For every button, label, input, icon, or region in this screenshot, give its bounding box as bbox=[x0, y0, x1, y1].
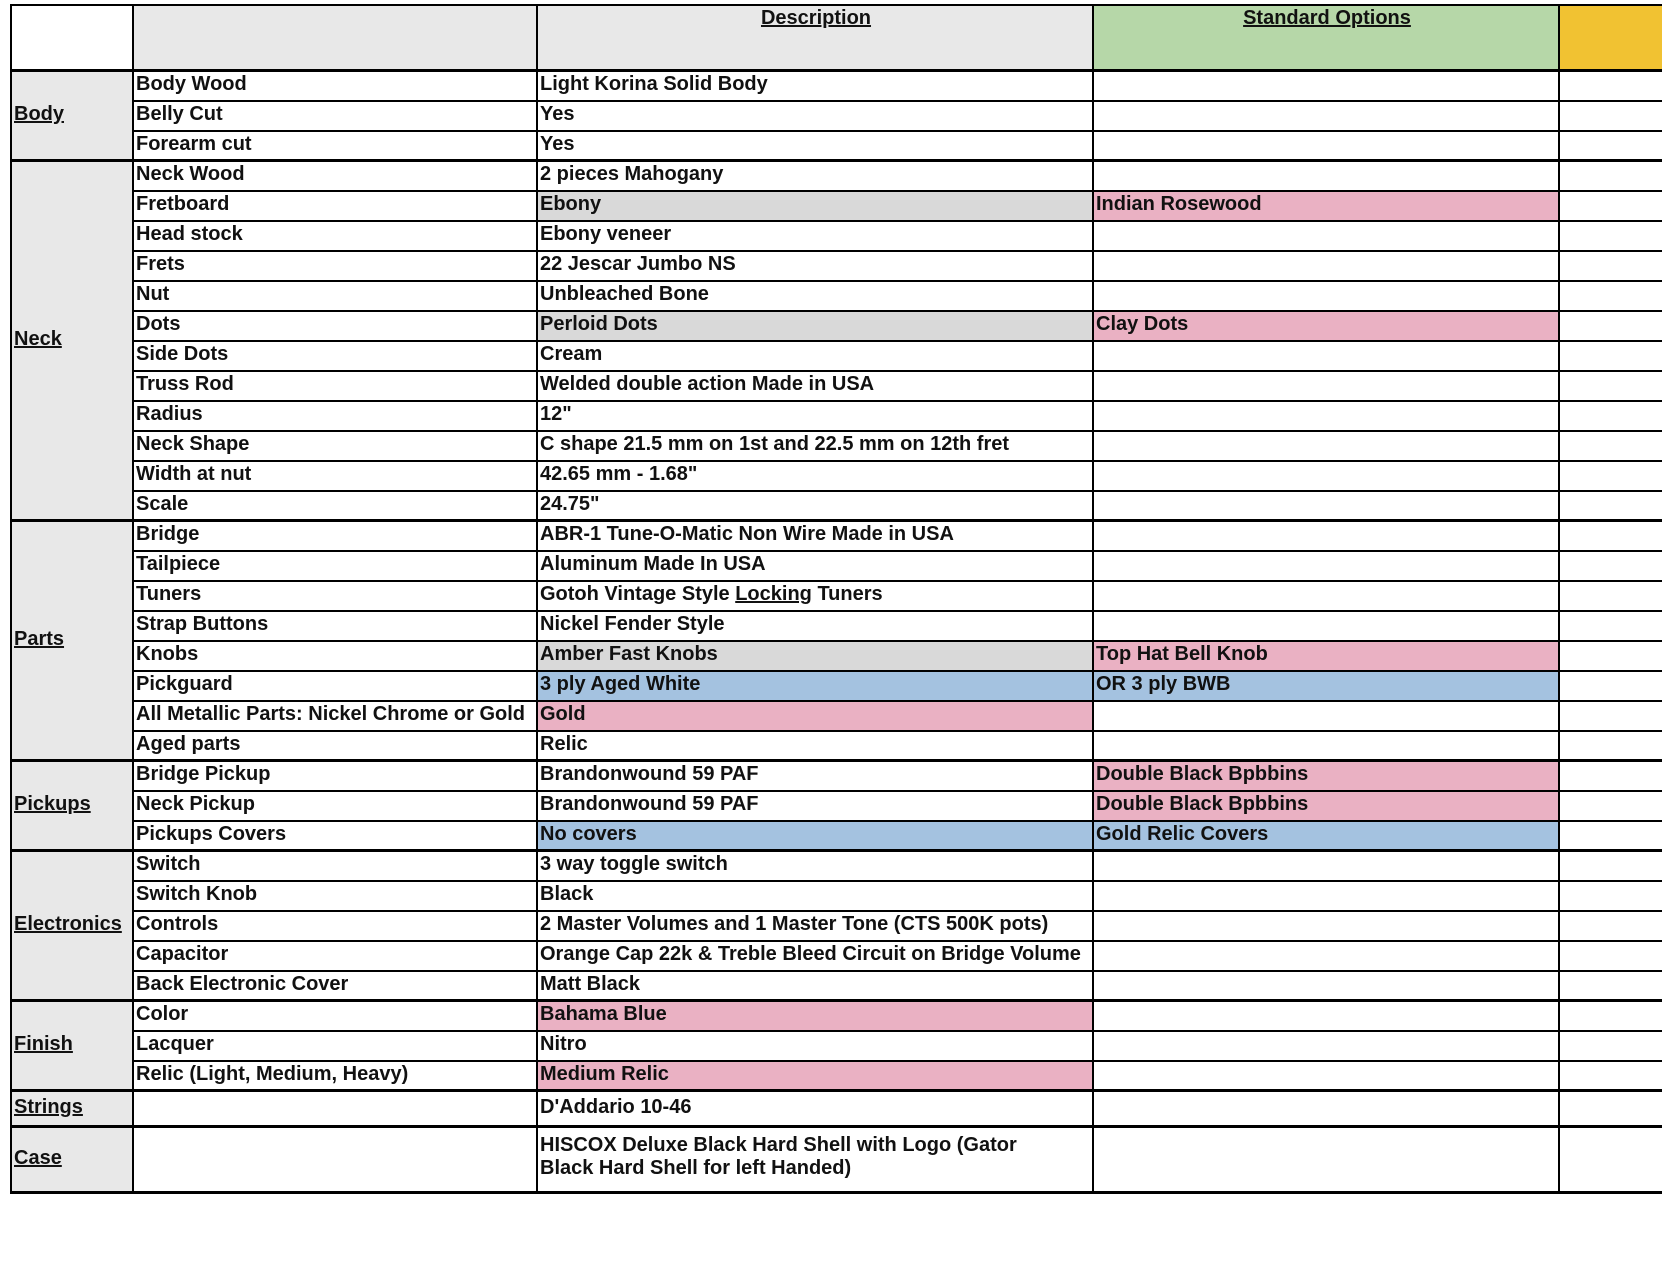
group-label-case[interactable]: Case bbox=[14, 1147, 62, 1169]
group-label-neck[interactable]: Neck bbox=[14, 328, 62, 350]
spec-description-cell[interactable]: Unbleached Bone bbox=[540, 283, 709, 305]
row-line bbox=[132, 700, 1662, 702]
row-line bbox=[132, 400, 1662, 402]
spec-description-cell[interactable]: Yes bbox=[540, 103, 575, 125]
spec-description-cell[interactable]: D'Addario 10-46 bbox=[540, 1096, 692, 1118]
spec-description-cell[interactable]: Brandonwound 59 PAF bbox=[540, 763, 759, 785]
spec-description-cell[interactable]: 24.75" bbox=[540, 493, 600, 515]
spec-option-cell[interactable]: OR 3 ply BWB bbox=[1096, 673, 1231, 695]
spec-name-cell[interactable]: Bridge Pickup bbox=[136, 763, 271, 785]
spec-description-cell[interactable]: Relic bbox=[540, 733, 588, 755]
col-line bbox=[1558, 4, 1560, 1194]
spec-name-cell[interactable]: All Metallic Parts: Nickel Chrome or Gold bbox=[136, 703, 525, 725]
group-label-electronics[interactable]: Electronics bbox=[14, 913, 122, 935]
spec-name-cell[interactable]: Neck Shape bbox=[136, 433, 250, 455]
spec-description-cell[interactable]: 42.65 mm - 1.68" bbox=[540, 463, 698, 485]
spec-description-cell[interactable]: Matt Black bbox=[540, 973, 641, 995]
row-line bbox=[132, 640, 1662, 642]
spec-description-cell[interactable]: Medium Relic bbox=[540, 1063, 669, 1085]
spec-name-cell[interactable]: Tuners bbox=[136, 583, 202, 605]
spec-description-cell[interactable]: 2 Master Volumes and 1 Master Tone (CTS 500K pots) bbox=[540, 913, 1049, 935]
group-label-parts[interactable]: Parts bbox=[14, 628, 65, 650]
group-divider bbox=[10, 1125, 1662, 1128]
spec-description-cell[interactable]: Ebony bbox=[540, 193, 602, 215]
spec-option-cell[interactable] bbox=[1092, 1090, 1558, 1126]
col-line bbox=[1092, 4, 1094, 1194]
spec-description-cell[interactable]: Amber Fast Knobs bbox=[540, 643, 718, 665]
spec-description-cell[interactable]: Nitro bbox=[540, 1033, 587, 1055]
spec-option-cell[interactable] bbox=[1092, 160, 1558, 190]
spec-name-cell[interactable]: Pickguard bbox=[136, 673, 233, 695]
spec-name-cell[interactable]: Truss Rod bbox=[136, 373, 234, 395]
spec-description-cell[interactable]: 22 Jescar Jumbo NS bbox=[540, 253, 736, 275]
spec-name-cell[interactable]: Bridge bbox=[136, 523, 200, 545]
spec-description-cell[interactable] bbox=[536, 580, 1092, 610]
spec-description-cell[interactable]: C shape 21.5 mm on 1st and 22.5 mm on 12th fret bbox=[540, 433, 1010, 455]
row-line bbox=[132, 460, 1662, 462]
spec-option-cell[interactable] bbox=[1092, 1060, 1558, 1090]
spec-name-cell[interactable]: Width at nut bbox=[136, 463, 252, 485]
group-divider bbox=[10, 759, 1662, 762]
spec-option-cell[interactable] bbox=[1092, 700, 1558, 730]
spec-description-cell[interactable]: Bahama Blue bbox=[540, 1003, 667, 1025]
spec-description-cell[interactable]: HISCOX Deluxe Black Hard Shell with Logo (Gator Black Hard Shell for left Handed) bbox=[540, 1134, 1017, 1179]
spec-option-cell[interactable] bbox=[1092, 940, 1558, 970]
description-text: Gotoh Vintage Style bbox=[540, 583, 736, 605]
spec-name-cell[interactable]: Lacquer bbox=[136, 1033, 214, 1055]
spec-sheet-table bbox=[10, 4, 1662, 1196]
spec-option-cell[interactable]: Gold Relic Covers bbox=[1096, 823, 1269, 845]
spec-name-cell[interactable]: Radius bbox=[136, 403, 203, 425]
spec-name-cell[interactable]: Neck Pickup bbox=[136, 793, 255, 815]
spec-name-cell[interactable]: Belly Cut bbox=[136, 103, 223, 125]
spec-option-cell[interactable] bbox=[1092, 610, 1558, 640]
spec-description-cell[interactable]: 2 pieces Mahogany bbox=[540, 163, 724, 185]
group-divider bbox=[10, 1089, 1662, 1092]
spec-option-cell[interactable] bbox=[1092, 220, 1558, 250]
group-label-finish[interactable]: Finish bbox=[14, 1033, 73, 1055]
spec-description-cell[interactable]: Orange Cap 22k & Treble Bleed Circuit on Bridge Volume bbox=[540, 943, 1081, 965]
standard-options-header[interactable]: Standard Options bbox=[1243, 7, 1411, 29]
description-header[interactable]: Description bbox=[760, 7, 872, 29]
group-divider bbox=[10, 849, 1662, 852]
spec-name-cell[interactable]: Nut bbox=[136, 283, 170, 305]
row-line bbox=[132, 1030, 1662, 1032]
spec-description-cell[interactable]: 3 way toggle switch bbox=[540, 853, 728, 875]
spec-option-cell[interactable] bbox=[1092, 1126, 1558, 1192]
group-label-body[interactable]: Body bbox=[14, 103, 64, 125]
group-divider bbox=[10, 159, 1662, 162]
spec-option-cell[interactable] bbox=[1092, 880, 1558, 910]
spec-option-cell[interactable] bbox=[1092, 490, 1558, 520]
group-label-strings[interactable]: Strings bbox=[14, 1096, 83, 1118]
spec-option-cell[interactable] bbox=[1092, 970, 1558, 1000]
spec-option-cell[interactable] bbox=[1092, 910, 1558, 940]
spec-option-cell[interactable] bbox=[1092, 580, 1558, 610]
group-divider bbox=[10, 519, 1662, 522]
group-divider bbox=[10, 999, 1662, 1002]
row-line bbox=[132, 730, 1662, 732]
spec-name-cell[interactable]: Switch Knob bbox=[136, 883, 258, 905]
row-line bbox=[132, 190, 1662, 192]
spec-name-cell[interactable]: Capacitor bbox=[136, 943, 229, 965]
spec-option-cell[interactable] bbox=[1092, 430, 1558, 460]
cell-fill bbox=[10, 4, 132, 70]
row-line bbox=[132, 490, 1662, 492]
spec-option-cell[interactable] bbox=[1092, 460, 1558, 490]
row-line bbox=[132, 550, 1662, 552]
spec-name-cell[interactable]: Color bbox=[136, 1003, 189, 1025]
spec-option-cell[interactable] bbox=[1092, 850, 1558, 880]
spec-name-cell[interactable]: Tailpiece bbox=[136, 553, 221, 575]
spec-option-cell[interactable] bbox=[1092, 250, 1558, 280]
description-text: Tuners bbox=[811, 583, 883, 605]
spec-name-cell[interactable]: Side Dots bbox=[136, 343, 229, 365]
spec-name-cell[interactable]: Controls bbox=[136, 913, 219, 935]
spec-option-cell[interactable]: Indian Rosewood bbox=[1096, 193, 1262, 215]
table-top-border bbox=[10, 4, 1662, 6]
spec-name-cell[interactable] bbox=[132, 1126, 536, 1192]
spec-option-cell[interactable] bbox=[1092, 1030, 1558, 1060]
col-line bbox=[536, 4, 538, 1194]
row-line bbox=[132, 580, 1662, 582]
row-line bbox=[132, 130, 1662, 132]
row-line bbox=[132, 370, 1662, 372]
spec-name-cell[interactable]: Aged parts bbox=[136, 733, 241, 755]
spec-option-cell[interactable] bbox=[1092, 70, 1558, 100]
spec-description-cell[interactable]: Gold bbox=[540, 703, 586, 725]
row-line bbox=[132, 100, 1662, 102]
row-line bbox=[132, 910, 1662, 912]
spec-description-cell[interactable]: ABR-1 Tune-O-Matic Non Wire Made in USA bbox=[540, 523, 954, 545]
spec-option-cell[interactable] bbox=[1092, 1000, 1558, 1030]
spec-description-cell[interactable]: Light Korina Solid Body bbox=[540, 73, 768, 95]
spec-description-cell[interactable]: Brandonwound 59 PAF bbox=[540, 793, 759, 815]
spec-option-cell[interactable]: Clay Dots bbox=[1096, 313, 1189, 335]
spec-name-cell[interactable]: Scale bbox=[136, 493, 189, 515]
row-line bbox=[132, 340, 1662, 342]
col-line bbox=[132, 4, 134, 1194]
table-left-border bbox=[10, 4, 12, 1194]
spec-name-cell[interactable]: Switch bbox=[136, 853, 201, 875]
spec-description-cell[interactable]: Cream bbox=[540, 343, 603, 365]
spec-option-cell[interactable] bbox=[1092, 520, 1558, 550]
spec-name-cell[interactable]: Head stock bbox=[136, 223, 243, 245]
spec-option-cell[interactable] bbox=[1092, 550, 1558, 580]
row-line bbox=[132, 310, 1662, 312]
spec-description-cell[interactable]: Perloid Dots bbox=[540, 313, 658, 335]
description-underlined-text: Locking bbox=[735, 583, 812, 605]
group-divider bbox=[10, 1191, 1662, 1194]
spec-option-cell[interactable] bbox=[1092, 280, 1558, 310]
spec-option-cell[interactable]: Double Black Bpbbins bbox=[1096, 763, 1309, 785]
spec-name-cell[interactable]: Relic (Light, Medium, Heavy) bbox=[136, 1063, 409, 1085]
spec-option-cell[interactable] bbox=[1092, 370, 1558, 400]
spec-name-cell[interactable]: Dots bbox=[136, 313, 181, 335]
row-line bbox=[132, 430, 1662, 432]
row-line bbox=[132, 250, 1662, 252]
group-label-pickups[interactable]: Pickups bbox=[14, 793, 91, 815]
row-line bbox=[132, 790, 1662, 792]
spec-option-cell[interactable]: Top Hat Bell Knob bbox=[1096, 643, 1268, 665]
row-line bbox=[132, 970, 1662, 972]
spec-name-cell[interactable]: Body Wood bbox=[136, 73, 247, 95]
spec-name-cell[interactable]: Neck Wood bbox=[136, 163, 245, 185]
spec-description-cell[interactable]: 3 ply Aged White bbox=[540, 673, 701, 695]
spec-description-cell[interactable]: Aluminum Made In USA bbox=[540, 553, 766, 575]
spec-name-cell[interactable]: Knobs bbox=[136, 643, 199, 665]
spec-name-cell[interactable]: Back Electronic Cover bbox=[136, 973, 349, 995]
spec-name-cell[interactable]: Forearm cut bbox=[136, 133, 252, 155]
row-line bbox=[132, 880, 1662, 882]
spec-option-cell[interactable] bbox=[1092, 130, 1558, 160]
spec-option-cell[interactable] bbox=[1092, 340, 1558, 370]
spec-description-cell[interactable]: Ebony veneer bbox=[540, 223, 672, 245]
row-line bbox=[132, 610, 1662, 612]
row-line bbox=[132, 670, 1662, 672]
spec-option-cell[interactable]: Double Black Bpbbins bbox=[1096, 793, 1309, 815]
spec-option-cell[interactable] bbox=[1092, 730, 1558, 760]
spec-description-cell[interactable]: No covers bbox=[540, 823, 637, 845]
cell-fill bbox=[1560, 4, 1662, 70]
spec-name-cell[interactable]: Strap Buttons bbox=[136, 613, 269, 635]
spec-name-cell[interactable] bbox=[132, 1090, 536, 1126]
spec-name-cell[interactable]: Frets bbox=[136, 253, 185, 275]
group-divider bbox=[10, 69, 1662, 72]
row-line bbox=[132, 220, 1662, 222]
row-line bbox=[132, 1060, 1662, 1062]
spec-name-cell[interactable]: Pickups Covers bbox=[136, 823, 287, 845]
spec-option-cell[interactable] bbox=[1092, 400, 1558, 430]
row-line bbox=[132, 280, 1662, 282]
spec-description-cell[interactable]: Welded double action Made in USA bbox=[540, 373, 875, 395]
row-line bbox=[132, 820, 1662, 822]
spec-description-cell[interactable]: 12" bbox=[540, 403, 572, 425]
spec-description-cell[interactable]: Nickel Fender Style bbox=[540, 613, 725, 635]
spec-option-cell[interactable] bbox=[1092, 100, 1558, 130]
spec-description-cell[interactable]: Black bbox=[540, 883, 594, 905]
spec-description-cell[interactable]: Yes bbox=[540, 133, 575, 155]
spec-name-cell[interactable]: Fretboard bbox=[136, 193, 230, 215]
